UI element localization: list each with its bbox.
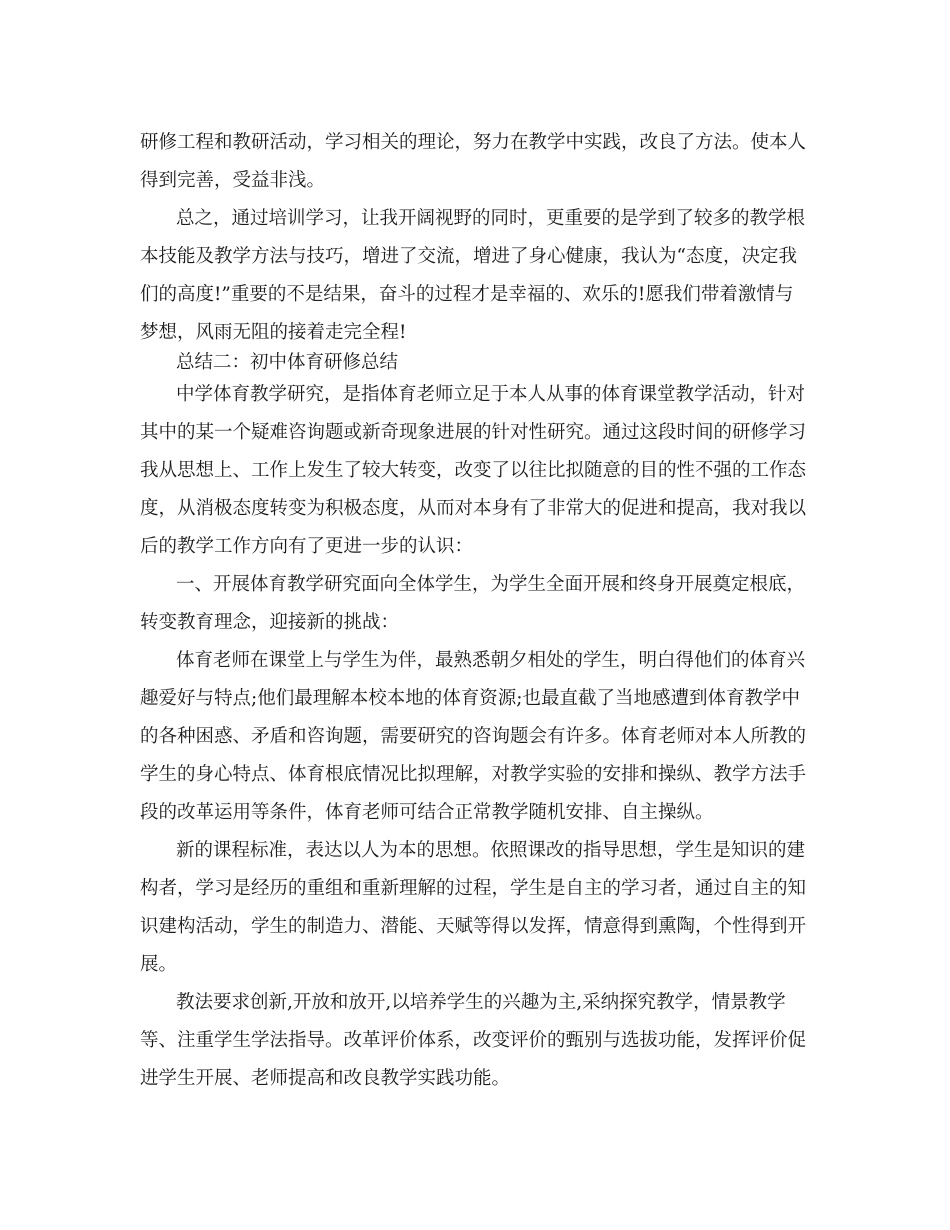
text-line: 总之，通过培训学习，让我开阔视野的同时，更重要的是学到了较多的教学根: [176, 208, 806, 229]
text-line: 新的课程标准，表达以人为本的思想。依照课改的指导思想，学生是知识的建: [176, 840, 806, 861]
text-line: 教法要求创新,开放和放开,以培养学生的兴趣为主,采纳探究教学，情景教学: [176, 992, 786, 1013]
text-line: 中学体育教学研究，是指体育老师立足于本人从事的体育课堂教学活动，针对: [176, 384, 806, 405]
text-line: 研修工程和教研活动，学习相关的理论，努力在教学中实践，改良了方法。使本人: [140, 132, 807, 153]
text-line: 我从思想上、工作上发生了较大转变，改变了以往比拟随意的目的性不强的工作态: [140, 460, 807, 481]
text-line: 进学生开展、老师提高和改良教学实践功能。: [140, 1068, 511, 1089]
text-line: 的各种困惑、矛盾和咨询题，需要研究的咨询题会有许多。体育老师对本人所教的: [140, 726, 807, 747]
text-line: 学生的身心特点、体育根底情况比拟理解，对教学实验的安排和操纵、教学方法手: [140, 764, 807, 785]
text-line: 梦想，风雨无阻的接着走完全程!: [140, 322, 407, 343]
text-line: 本技能及教学方法与技巧，增进了交流，增进了身心健康，我认为“态度，决定我: [140, 246, 797, 267]
text-line: 趣爱好与特点;他们最理解本校本地的体育资源;也最直截了当地感遭到体育教学中: [140, 688, 800, 709]
text-line: 得到完善，受益非浅。: [140, 170, 326, 191]
text-line: 展。: [140, 954, 178, 975]
text-line: 其中的某一个疑难咨询题或新奇现象进展的针对性研究。通过这段时间的研修学习: [140, 422, 807, 443]
text-line: 转变教育理念，迎接新的挑战：: [140, 612, 400, 633]
section-heading: 总结二：初中体育研修总结: [176, 352, 399, 373]
text-line: 等、注重学生学法指导。改革评价体系，改变评价的甄别与选拔功能，发挥评价促: [140, 1030, 807, 1051]
text-line: 段的改革运用等条件，体育老师可结合正常教学随机安排、自主操纵。: [140, 802, 714, 823]
text-line: 一、开展体育教学研究面向全体学生，为学生全面开展和终身开展奠定根底，: [176, 574, 806, 595]
text-line: 体育老师在课堂上与学生为伴，最熟悉朝夕相处的学生，明白得他们的体育兴: [176, 650, 806, 671]
text-line: 们的高度!”重要的不是结果，奋斗的过程才是幸福的、欢乐的!愿我们带着激情与: [140, 284, 794, 305]
text-line: 后的教学工作方向有了更进一步的认识：: [140, 536, 474, 557]
text-line: 识建构活动，学生的制造力、潜能、天赋等得以发挥，情意得到熏陶，个性得到开: [140, 916, 807, 937]
text-line: 构者，学习是经历的重组和重新理解的过程，学生是自主的学习者，通过自主的知: [140, 878, 807, 899]
text-line: 度，从消极态度转变为积极态度，从而对本身有了非常大的促进和提高，我对我以: [140, 498, 807, 519]
